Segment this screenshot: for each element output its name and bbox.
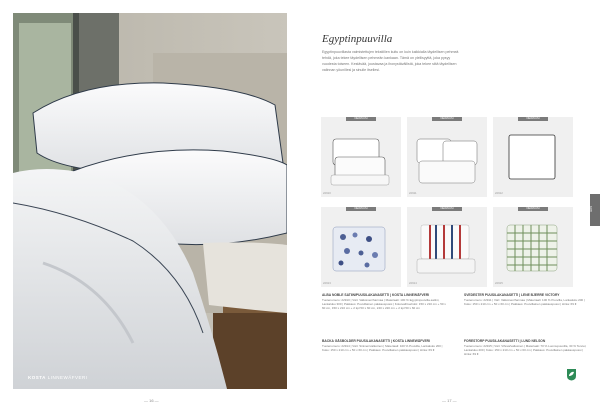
floral-bedding-image [321, 207, 401, 287]
new-badge: NEW/UUSI [432, 117, 462, 121]
new-badge: NEW/UUSI [518, 207, 548, 211]
product-card[interactable] [407, 117, 487, 197]
description-text: Tuotenumero: 22910 | Väri: Valkoinen/harmaa | Materiaali: 100 % Egyptinpuuvilla-satiini, Lankaluku 300 | Pakkaus: Puuvillainen pakkauspussi | Kokovaihtoehdot: 150 x 210 cm + 50 x 60 cm, 150 x 210 cm + 2 kpl 50 x 60 cm, 240 x 220 cm + 2 kpl 50 x 60 cm [322, 297, 446, 311]
page-title: Egyptinpuuvilla [322, 33, 393, 45]
new-badge: NEW/UUSI [346, 117, 376, 121]
product-code: 22912 [495, 191, 503, 195]
new-badge: NEW/UUSI [432, 207, 462, 211]
product-description [322, 293, 446, 311]
description-heading: ALBA NOBLE SATIINIPUUSILAKANASETTI | KOSTA LINNEWÄFVERI [322, 293, 430, 297]
product-description [322, 339, 446, 352]
new-badge: NEW/UUSI [518, 117, 548, 121]
product-card[interactable] [407, 207, 487, 287]
product-code: 22913 [323, 281, 331, 285]
product-card[interactable] [321, 117, 401, 197]
product-card[interactable] [493, 207, 573, 287]
section-tab[interactable] [590, 194, 600, 226]
description-text: Tuotenumero: 22915 | Väri: Vihreä/valkoinen | Materiaali: 70 % Luomupuuvilla, 30 % Tencel, Lankaluku 200 | Koko: 150 x 210 cm + 50 x 60 cm | Pakkaus: Puuvillainen pakkauspussi | Hinta: 69 € [464, 343, 587, 357]
right-folio: — 17 — [442, 398, 457, 403]
left-folio: — 16 — [144, 398, 159, 403]
caption-brand: KOSTA [28, 375, 46, 380]
product-code: 22914 [409, 281, 417, 285]
description-text: Tuotenumero: 22914 | Väri: Sininen/valkoinen | Materiaali: 100 % Puuvilla, Lankaluku 200 | Koko: 150 x 210 cm + 50 x 60 cm | Pakkaus: Puuvillainen pakkauspussi | Hinta: 69 € [322, 343, 443, 352]
striped-bedding-image [407, 207, 487, 287]
description-heading: BACKA GÄSBOLDER PUUSILAKANASETTI | KOSTA LINNEWÄFVERI [322, 339, 430, 343]
caption-rest: LINNEWÄFVERI [47, 375, 88, 380]
bedroom-illustration [13, 13, 287, 389]
pillowcase-image [493, 117, 573, 197]
check-bedding-image [493, 207, 573, 287]
product-code: 22910 [323, 191, 331, 195]
product-description [464, 293, 588, 306]
product-card[interactable] [321, 207, 401, 287]
description-heading: FORESTORP PUUSILAKANASETTI | LUND NELSON [464, 339, 546, 343]
white-bedding-image [407, 117, 487, 197]
brand-caption [28, 375, 87, 380]
product-code: 22915 [495, 281, 503, 285]
new-badge: NEW/UUSI [346, 207, 376, 211]
product-card[interactable] [493, 117, 573, 197]
section-tab-label: KOTI [589, 206, 592, 213]
description-text: Tuotenumero: 22911 | Väri: Valkoinen/harmaa | Materiaali: 100 % Puuvilla, Lankaluku 200 | Koko: 150 x 210 cm + 50 x 60 cm | Pakkaus: Puuvillainen pakkauspussi | Hinta: 69 € [464, 297, 585, 306]
product-grid [321, 117, 574, 288]
intro-text: Egyptinpuuvillasta valmistettujen tekstiilien kuitu on kuin kaikkialla täydellisen pehmeä tehdä, joka tekee täydellisen pehmeän kankaan. Tämä on ylellisyyttä, joka pysyy vuodesta toiseen. Kestävää, joustavaa ja ihonystävällistä, joka tekee siitä täydellisen valinnan yöunillesi ja sinulle itsellesi. [322, 50, 459, 73]
product-code: 22911 [409, 191, 417, 195]
eco-label-icon [566, 368, 577, 381]
description-heading: SVEDESTER PUUSILAKANASETTI | LENE BJERRE VICTORY [464, 293, 560, 297]
white-bedding-image [321, 117, 401, 197]
product-description [464, 339, 588, 357]
bedroom-photo [13, 13, 287, 389]
